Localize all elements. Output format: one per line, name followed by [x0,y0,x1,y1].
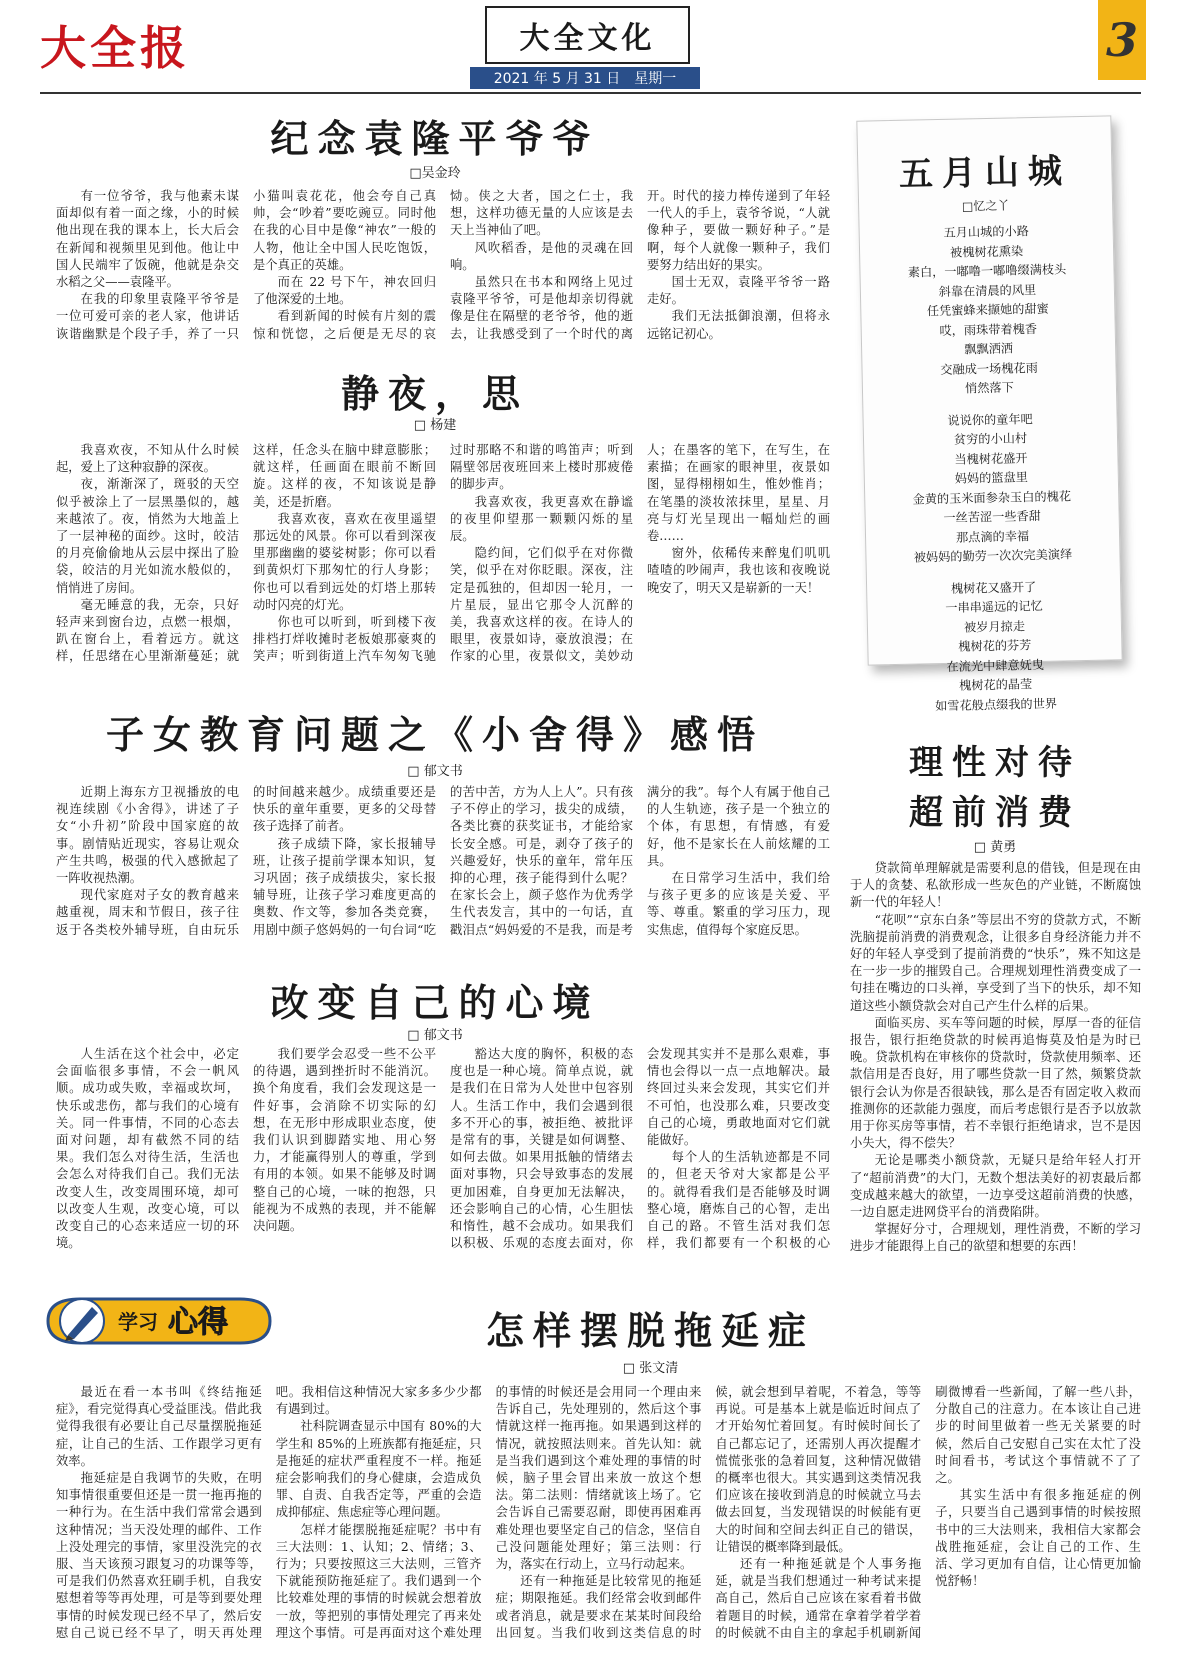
paragraph: 我喜欢夜，喜欢在夜里遥望那远处的风景。你可以看到深夜里那幽幽的婆娑树影；你可以看到黄炽灯下那匆忙的行人身影；你也可以看到远处的灯塔上那转动时闪亮的灯光。 [253,511,436,612]
poem-line: 在流光中肆意妩曳 [946,657,1045,674]
paragraph: 窗外，依稀传来醉鬼们叽叽喳喳的吵闹声，我也该和夜晚说晚安了，明天又是崭新的一天！ [647,546,830,595]
poem-line: 一串串遥远的记忆 [945,598,1043,615]
paragraph: 在日常学习生活中，我们给与孩子更多的应该是关爱、平等、尊重。繁重的学习压力，现实焦虑，值得每个家庭反思。 [647,871,830,937]
article-body [56,1384,1141,1650]
paragraph: 其实生活中有很多拖延症的例子，只要当自己遇到事情的时候按照书中的三大法则来，我相信大家都会战胜拖延症，会让自己的工作、生活、学习更加有自信，让心情更加愉悦舒畅！ [935,1488,1141,1589]
poem-line: 一丝苦涩一些香甜 [943,508,1042,525]
poem-line: 飘飘洒洒 [964,341,1014,357]
paragraph: 我喜欢夜，我更喜欢在静谧的夜里仰望那一颗颗闪烁的星辰。 [450,494,633,544]
paragraph: 有一位爷爷，我与他素未谋面却似有着一面之缘，小的时候他出现在我的课本上，长大后会在新闻和视频里见到他。他让中国人民端牢了饭碗，他就是杂交水稻之父——袁隆平。 [56,189,239,290]
paragraph: 在我的印象里袁隆平爷爷是一位可爱可亲的老人家，他讲话诙谐幽默是个段子手，养了一只小猫叫袁花花，他会夸自己真帅，会“吵着”要吃豌豆。同时他在我的心目中是像“神农”一般的人物，他让全中国人民吃饱饭，是个真正的英雄。 [56,189,436,341]
paragraph: 我们无法抵御浪潮，但将永远铭记初心。 [647,309,830,341]
paragraph: 你也可以听到，听到楼下夜排档打烊收摊时老板娘那豪爽的笑声；听到街道上汽车匆匆飞驰过时那略不和谐的鸣笛声；听到隔壁邻居夜班回来上楼时那疲倦的脚步声。 [253,443,633,664]
poem-line: 哎，雨珠带着槐香 [939,321,1038,338]
article-byline: □ 郁文书 [407,764,463,779]
poem-line: 交融成一场槐花雨 [940,360,1038,377]
article-body [56,188,830,360]
article-byline: □吴金玲 [409,166,461,181]
poem-line: 贫穷的小山村 [953,431,1028,447]
paragraph: 还有一种拖延是比较常见的拖延症；期限拖延。我们经常会收到邮件或者消息，就是要求在某某时间段给出回复。当我们收到这类信息的时候，就会想到早着呢，不着急，等等再说。可是基本上就是临近时间点了才开始匆忙着回复。有时候时间长了自己都忘记了，还需别人再次提醒才慌慌张张的急着回复，这种情况做错的概率也很大。其实遇到这类情况我们应该在接收到消息的时候就立马去做去回复，当发现错误的时候能有更大的时间和空间去纠正自己的错误，让错误的概率降到最低。 [495,1385,922,1640]
paragraph: 面临买房、买车等问题的时候，厚厚一沓的征信报告，银行拒绝贷款的时候再追悔莫及怕是为时已晚。贷款机构在审核你的贷款时，贷款使用频率、还款信用是否良好，用了哪些贷款一目了然，频繁贷款银行会认为你是否很缺钱，那么是否有固定收入救而推测你的还款能力强度，而后考虑银行是否予以放款用于你买房等事情，若不幸银行拒绝请求，岂不是因小失大，得不偿失？ [850,1015,1141,1151]
poem-line: 槐树花的芬芳 [958,638,1032,654]
paragraph: 孩子成绩下降，家长报辅导班，让孩子提前学课本知识，复习巩固；孩子成绩拔尖，家长报辅导班，让孩子学习难度更高的奥数、作文等，参加各类竞赛，用剧中颜子悠妈妈的一句台词“吃的苦中苦，方为人上人”。只有孩子不停止的学习，拔尖的成绩，各类比赛的获奖证书，才能给家长安全感。可是，剥夺了孩子的兴趣爱好，快乐的童年，常年压抑的心理，孩子能得到什么呢？在家长会上，颜子悠作为优秀学生代表发言，其中的一句话，直戳泪点“妈妈爱的不是我，而是考满分的我”。每个人有属于他自己的人生轨迹，孩子是一个独立的个体，有思想，有情感，有爱好，他不是家长在人前炫耀的工具。 [253,785,830,937]
poem-line: 斜靠在清晨的风里 [938,282,1037,299]
paragraph: 怎样才能摆脱拖延症呢？书中有三大法则：1、认知；2、情绪；3、行为；只要按照这三大法则，三管齐下就能预防拖延症了。我们遇到一个比较难处理的事情的时候就会想着放一放，等把别的事情处理完了再来处理这个事情。可是再面对这个难处理的事情的时候还是会用同一个理由来告诉自己，先处理别的，然后这个事情就这样一拖再拖。如果遇到这样的情况，就按照法则来。首先认知：就是当我们遇到这个难处理的事情的时候，脑子里会冒出来放一放这个想法。第二法则：情绪就该上场了。它会告诉自己需要忍耐，即使再困难再难处理也要坚定自己的信念，坚信自己没问题能处理好；第三法则：行为，落实在行动上，立马行动起来。 [275,1385,702,1640]
article-title-line1: 理性对待 [909,743,1081,783]
article-body [56,1046,830,1260]
paragraph: 最近在看一本书叫《终结拖延症》，看完觉得真心受益匪浅。借此我觉得我很有必要让自己尽量摆脱拖延症，让自己的生活、工作跟学习更有效率。 [56,1385,262,1468]
banner-label-emphasis: 心得 [168,1305,228,1340]
page-number: 3 [1098,0,1146,80]
article-byline: □ 张文清 [622,1361,679,1376]
article-title: 静夜，思 [340,371,529,416]
banner-label-prefix: 学习 [118,1310,158,1334]
poem-line: 任凭蜜蜂来撷她的甜蜜 [926,301,1049,319]
article-byline: □ 杨建 [413,418,457,433]
paragraph: 无论是哪类小额贷款，无疑只是给年轻人打开了“超前消费”的大门，无数个想法美好的初衷最后都变成越来越大的欲望，一边享受这超前消费的快感，一边自愿走进网贷平台的消费陷阱。 [850,1153,1141,1220]
paragraph: 贷款简单理解就是需要利息的借钱，但是现在由于人的贪婪、私欲形成一些灰色的产业链，不断腐蚀新一代的年轻人！ [850,861,1141,910]
article-byline: □ 郁文书 [407,1028,463,1043]
poem-card [856,115,1122,713]
article-byline: □ 黄勇 [973,840,1017,855]
poem-line: 说说你的童年吧 [947,411,1033,428]
paragraph: 每个人的生活轨迹都是不同的，但老天爷对大家都是公平的。就得看我们是否能够及时调整心境，磨炼自己的心智，走出自己的路。不管生活对我们怎样，我们都要有一个积极的心 [647,1150,830,1251]
masthead-rule [40,92,1141,94]
paragraph: 而在 22 号下午，神农回归了他深爱的土地。 [253,275,436,307]
paragraph: 掌握好分寸，合理规划，理性消费，不断的学习进步才能跟得上自己的欲望和想要的东西！ [850,1222,1141,1254]
article-body [850,860,1141,1270]
poem-line: 那点滴的幸福 [955,528,1030,545]
paragraph: 夜，渐渐深了，斑驳的天空似乎被涂上了一层黑墨似的，越来越浓了。夜，悄然为大地盖上了一层神秘的面纱。这时，皎洁的月亮偷偷地从云层中探出了脸袋，皎洁的月光如流水般似的，悄悄进了房间。 [56,477,239,595]
poem-line: 悄然落下 [964,380,1014,396]
paragraph: 人生活在这个社会中，必定会面临很多事情，不会一帆风顺。成功或失败，幸福或坎坷，快乐或悲伤，都与我们的心境有关。同一件事情，不同的心态去面对问题，却有截然不同的结果。我们怎么对待生活，生活也会怎么对待我们自己。我们无法改变人生，改变周围环境，却可以改变人生观，改变心境，可以改变自己的心态来适应一切的环境。 [56,1047,239,1251]
paper-masthead: 大全报 [40,21,190,75]
paragraph: 隐约间，它们似乎在对你微笑，似乎在对你眨眼。深夜，注定是孤独的，但却因一轮月，一片星辰，显出它那令人沉醉的美，我喜欢这样的夜。在诗人的眼里，夜景如诗，豪放浪漫；在作家的心里，夜景似文，美妙动人；在墨客的笔下，在写生，在素描；在画家的眼神里，夜景如图，显得栩栩如生，惟妙惟肖；在笔墨的淡妆浓抹里，星星、月亮与灯光呈现出一幅灿烂的画卷…… [450,443,830,664]
poem-line: 素白，一嘟噜一嘟噜缀满枝头 [907,262,1067,280]
section-header-box [485,6,690,64]
paragraph: 毫无睡意的我，无奈，只好轻声来到窗台边，点燃一根烟，趴在窗台上，看着远方。就这样，任思绪在心里渐渐蔓延；就这样，任念头在脑中肆意膨胀；就这样，任画面在眼前不断回旋。这样的夜，不知该说是静美，还是折磨。 [56,443,436,664]
date-bar: 2021 年 5 月 31 日 星期一 [470,67,700,89]
article-title-line2: 超前消费 [909,793,1081,833]
poem-line: 如雪花般点缀我的世界 [935,696,1058,713]
article-body [56,442,830,666]
paragraph: 还有一种拖延就是个人事务拖延，就是当我们想通过一种考试来提高自己，然后自己应该在家看着书做着题目的时候，通常在拿着学着学着的时候就不由自主的拿起手机刷新闻刷微博看一些新闻，了解一些八卦，分散自己的注意力。在本该让自己进步的时间里做着一些无关紧要的时候，然后自己安慰自己实在太忙了没时间看书，考试这个事情就不了了之。 [715,1385,1141,1640]
article-body [56,784,830,956]
poem-line: 金黄的玉米面参杂玉白的槐花 [912,488,1072,507]
poem-line: 当槐树花盛开 [954,450,1028,467]
poem-body [860,220,1123,717]
poem-title: 五月山城 [898,151,1072,195]
poem-byline: □忆之丫 [961,198,1010,214]
paragraph: 近期上海东方卫视播放的电视连续剧《小舍得》，讲述了子女“小升初”阶段中国家庭的故事。剧情贴近现实，容易让观众产生共鸣，极强的代入感掀起了一阵收视热潮。 [56,785,239,886]
paragraph: 拖延症是自我调节的失败，在明知事情很重要但还是一贯一拖再拖的一种行为。在生活中我们常常会遇到这种情况；当天没处理的邮件、工作上没处理完的事情，家里没洗完的衣服、当天该预习跟复习的功课等等，可是我们仍然喜欢狂刷手机，自我安慰想着等等再处理，可是等到要处理事情的时候发现已经不早了，然后安慰自己说已经不早了，明天再处理吧。我相信这种情况大家多多少少都有遇到过。 [56,1385,482,1640]
article-title: 改变自己的心境 [270,980,600,1025]
poem-line: 槐树花又盛开了 [950,579,1037,596]
poem-line: 槐树花的晶莹 [958,677,1033,693]
poem-line: 被岁月掠走 [963,618,1026,635]
poem-line: 五月山城的小路 [943,224,1029,240]
article-title: 纪念袁隆平爷爷 [270,116,600,161]
paragraph: 豁达大度的胸怀，积极的态度也是一种心境。简单点说，就是我们在日常为人处世中包容别人。生活工作中，我们会遇到很多不开心的事，被拒绝、被批评是常有的事，关键是如何调整、如何去做。如果用抵触的情绪去面对事物，只会导致事态的发展更加困难，自身更加无法解决，还会影响自己的心情，心生胆怯和惰性，越不会成功。如果我们以积极、乐观的态度去面对，你会发现其实并不是那么艰难，事情也会得以一点一点地解决。最终回过头来会发现，其实它们并不可怕，也没那么难，只要改变自己的心境，勇敢地面对它们就能做好。 [450,1047,830,1251]
paragraph: 国士无双，袁隆平爷爷一路走好。 [647,275,830,307]
poem-line: 被妈妈的勤劳一次次完美演绎 [913,547,1073,565]
paragraph: 虽然只在书本和网络上见过袁隆平爷爷，可是他却亲切得就像是住在隔壁的老爷爷，他的逝去，让我感受到了一个时代的离开。时代的接力棒传递到了年轻一代人的手上，袁爷爷说，“人就像种子，要做一颗好种子。”是啊，每个人就像一颗种子，我们要努力结出好的果实。 [450,189,830,341]
paragraph: 社科院调查显示中国有 80%的大学生和 85%的上班族都有拖延症，只是拖延的症状严重程度不一样。拖延症会影响我们的身心健康，会造成负罪、自责、自我否定等，严重的会造成抑郁症、焦虑症等心理问题。 [275,1419,482,1520]
paragraph: 我喜欢夜，不知从什么时候起，爱上了这种寂静的深夜。 [56,443,239,475]
poem-line: 妈妈的篮盘里 [954,470,1029,486]
poem-line: 被槐树花熏染 [949,243,1024,260]
paragraph: 风吹稻香，是他的灵魂在回响。 [450,240,633,272]
paragraph: 看到新闻的时候有片刻的震惊和恍惚，之后便是无尽的哀恸。侠之大者，国之仁士，我想，这样功德无量的人应该是去天上当神仙了吧。 [253,189,633,341]
section-title: 大全文化 [519,21,656,56]
article-title: 子女教育问题之《小舍得》感悟 [105,712,764,757]
paragraph: 我们要学会忍受一些不公平的待遇，遇到挫折时不能消沉。换个角度看，我们会发现这是一件好事，会消除不切实际的幻想，在无形中形成职业态度，使我们认识到脚踏实地、用心努力，才能赢得别人的尊重，学到有用的本领。如果不能够及时调整自己的心境，一味的抱怨，只能视为不成熟的表现，并不能解决问题。 [253,1047,436,1234]
paragraph: 现代家庭对子女的教育越来越重视，周末和节假日，孩子往返于各类校外辅导班，自由玩乐的时间越来越少。成绩重要还是快乐的童年重要，更多的父母替孩子选择了前者。 [56,785,436,937]
paragraph: “花呗”“京东白条”等层出不穷的贷款方式，不断洗脑提前消费的消费观念，让很多自身经济能力并不好的年轻人享受到了提前消费的“快乐”，殊不知这是在一步一步的摧毁自己。合理规划理性消费变成了一句挂在嘴边的口头禅，享受到了当下的快乐，却不知道这些小额贷款会对自己产生什么样的后果。 [850,912,1141,1013]
article-title: 怎样摆脱拖延症 [485,1308,815,1353]
